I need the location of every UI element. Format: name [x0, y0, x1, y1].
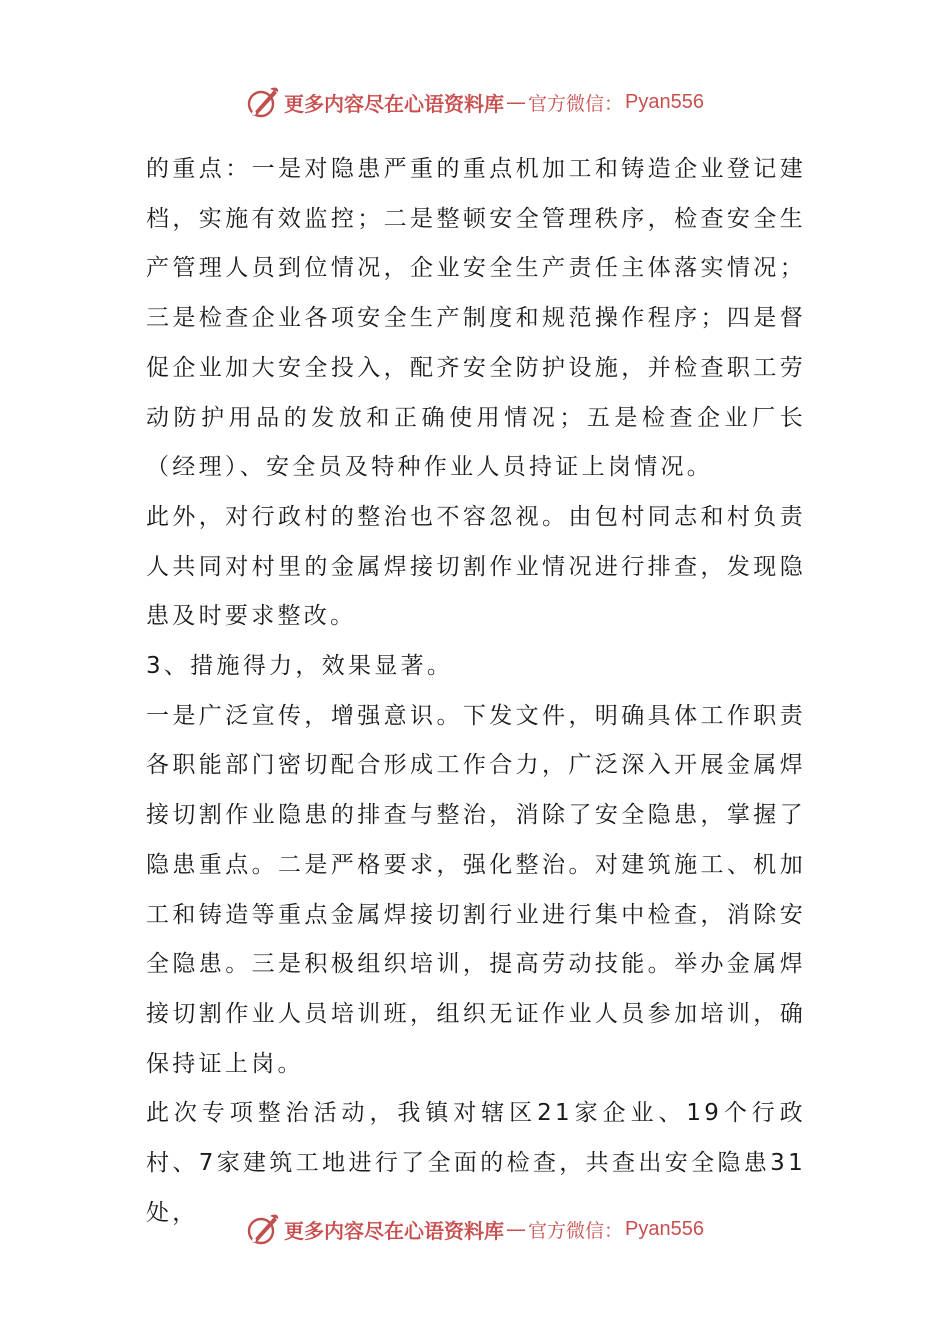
- header-banner-title: 更多内容尽在心语资料库: [284, 91, 504, 116]
- header-banner-dash: —: [506, 90, 526, 114]
- paragraph-2: 此外，对行政村的整治也不容忽视。由包村同志和村负责人共同对村里的金属焊接切割作业情况进行排查，发现隐患及时要求整改。: [146, 503, 806, 630]
- paragraph-1: 的重点：一是对隐患严重的重点机加工和铸造企业登记建档，实施有效监控；二是整顿安全管理秩序，检查安全生产管理人员到位情况，企业安全生产责任主体落实情况；三是检查企业各项安全生产制度和规范操作程序；四是督促企业加大安全投入，配齐安全防护设施，并检查职工劳动防护用品的发放和正确使用情况；五是检查企业厂长（经理）、安全员及特种作业人员持证上岗情况。: [146, 156, 806, 481]
- header-banner-wechat-label: 官方微信：: [528, 92, 624, 115]
- quill-logo-icon: [246, 1212, 280, 1246]
- footer-banner-wechat-id: Pyan556: [625, 1217, 704, 1240]
- footer-banner-title: 更多内容尽在心语资料库: [284, 1218, 504, 1243]
- footer-banner: [0, 1207, 950, 1251]
- footer-banner-dash: —: [506, 1217, 526, 1241]
- paragraph-5: 此次专项整治活动，我镇对辖区21家企业、19个行政村、7家建筑工地进行了全面的检查，共查出安全隐患31处，: [146, 1100, 806, 1226]
- paragraph-4: 一是广泛宣传，增强意识。下发文件，明确具体工作职责各职能部门密切配合形成工作合力，广泛深入开展金属焊接切割作业隐患的排查与整治，消除了安全隐患，掌握了隐患重点。二是严格要求，强化整治。对建筑施工、机加工和铸造等重点金属焊接切割行业进行集中检查，消除安全隐患。三是积极组织培训，提高劳动技能。举办金属焊接切割作业人员培训班，组织无证作业人员参加培训，确保持证上岗。: [146, 702, 806, 1077]
- paragraph-3-heading: 3、措施得力，效果显著。: [146, 653, 454, 680]
- document-body: [146, 145, 806, 1238]
- header-banner-wechat-id: Pyan556: [625, 90, 704, 113]
- footer-banner-wechat-label: 官方微信：: [528, 1219, 624, 1242]
- quill-logo-icon: [246, 85, 280, 119]
- header-banner: [0, 80, 950, 124]
